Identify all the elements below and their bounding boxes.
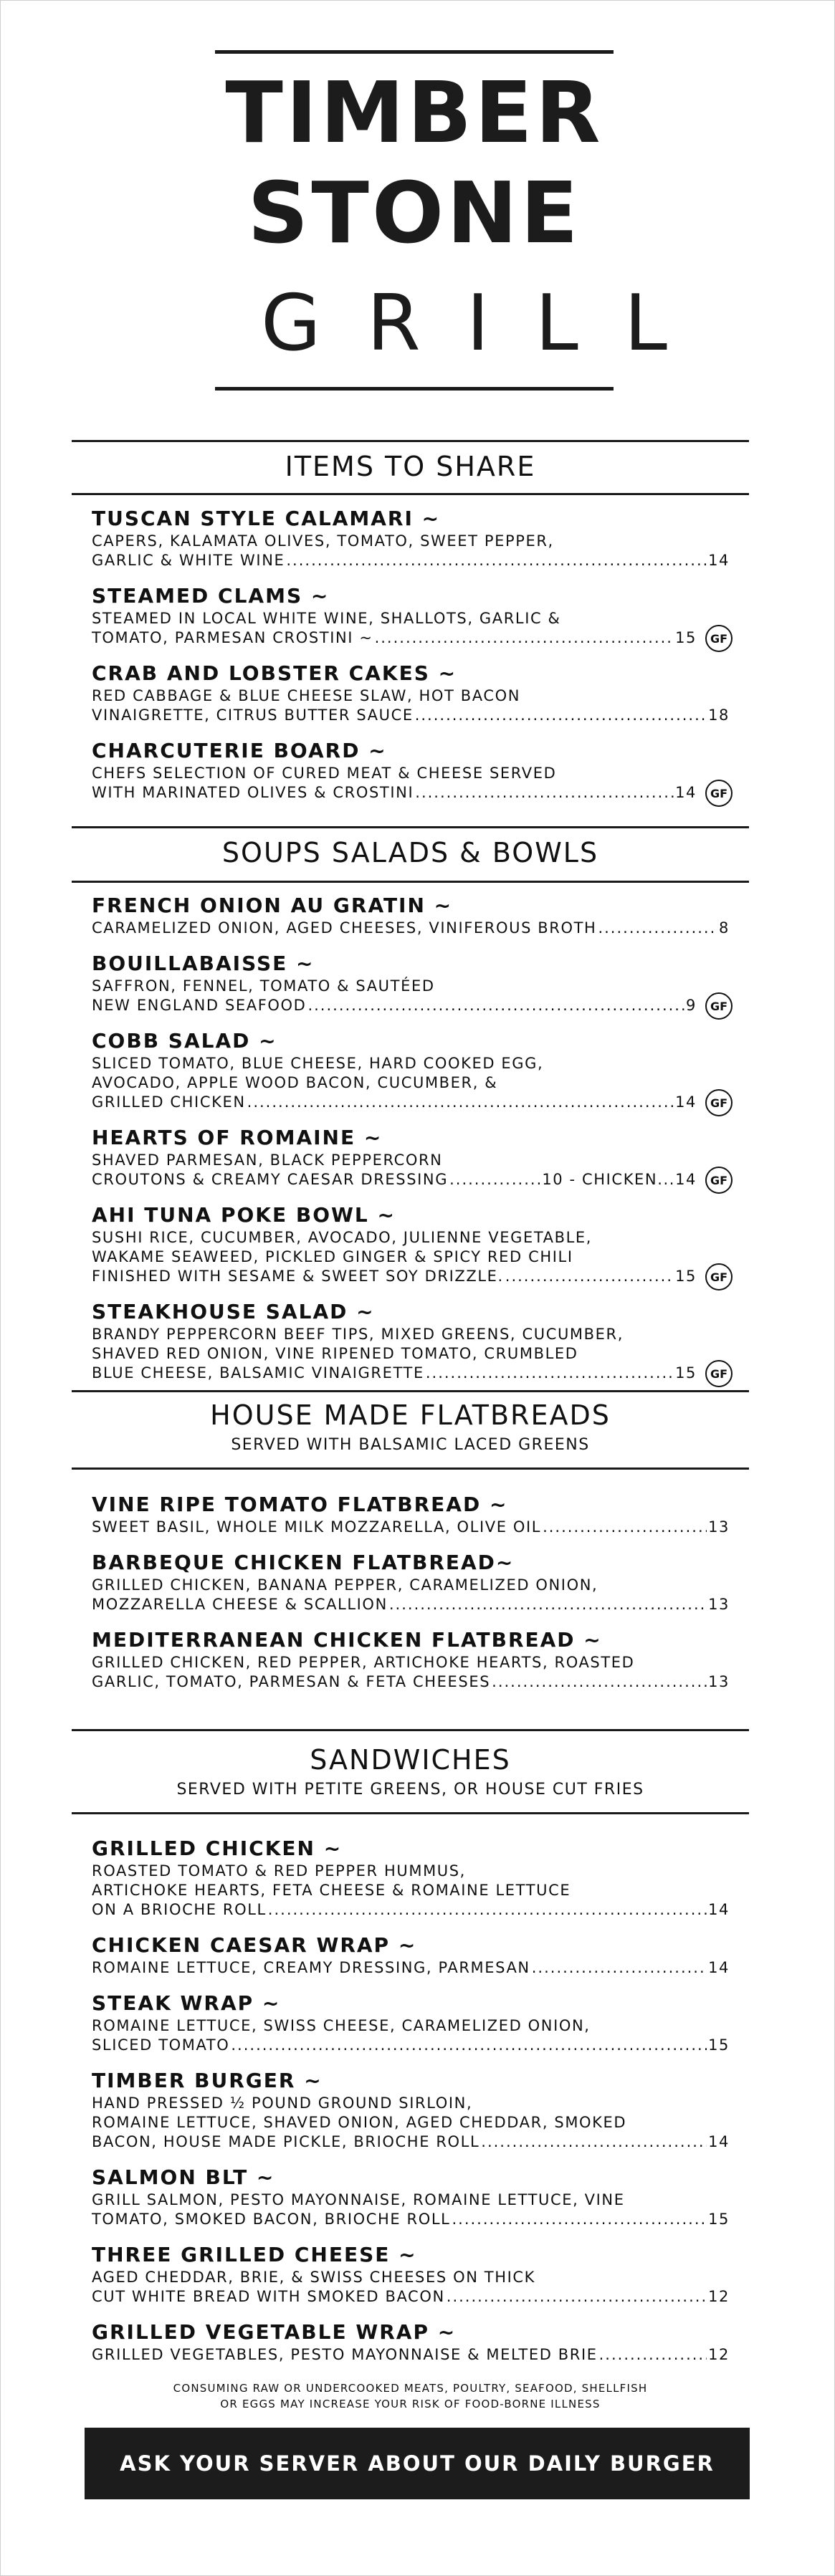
menu-item	[92, 2068, 730, 2152]
menu-item-description: CAPERS, KALAMATA OLIVES, TOMATO, SWEET PEPPER,	[92, 532, 554, 550]
menu-item	[92, 1933, 730, 1978]
dot-leader	[505, 1267, 674, 1286]
dot-leader	[492, 1672, 707, 1692]
gluten-free-badge-icon: GF	[705, 992, 733, 1020]
menu-item	[92, 1202, 730, 1286]
logo-bottom-rule	[215, 387, 614, 391]
menu-item-price-line	[92, 1364, 730, 1383]
section-rule	[72, 1467, 749, 1470]
dot-leader	[415, 706, 707, 725]
menu-item	[92, 1550, 730, 1614]
menu-item-description: WITH MARINATED OLIVES & CROSTINI	[92, 784, 414, 801]
section-items-share	[92, 506, 730, 815]
gluten-free-badge-icon: GF	[705, 1263, 733, 1291]
menu-item-name: CHICKEN CAESAR WRAP ~	[92, 1933, 417, 1957]
section-rule	[72, 826, 749, 828]
menu-item-description: GARLIC, TOMATO, PARMESAN & FETA CHEESES	[92, 1673, 491, 1690]
menu-item-price: 14	[675, 1093, 697, 1111]
menu-item-price: 12	[708, 2288, 730, 2305]
menu-item-name: HEARTS OF ROMAINE ~	[92, 1126, 383, 1149]
menu-item-name: FRENCH ONION AU GRATIN ~	[92, 894, 453, 917]
menu-item-price: 13	[708, 1596, 730, 1613]
section-title-sandwiches: SANDWICHES	[310, 1744, 511, 1776]
dot-leader	[286, 551, 707, 570]
menu-item-price-line	[92, 2287, 730, 2307]
menu-item-description: GRILL SALMON, PESTO MAYONNAISE, ROMAINE LETTUCE, VINE	[92, 2191, 625, 2208]
menu-item	[92, 2242, 730, 2307]
menu-item	[92, 1299, 730, 1383]
menu-item-description: TOMATO, PARMESAN CROSTINI ~	[92, 629, 373, 646]
menu-item	[92, 661, 730, 725]
section-rule	[72, 1390, 749, 1392]
menu-item-description: FINISHED WITH SESAME & SWEET SOY DRIZZLE.	[92, 1268, 504, 1285]
menu-item-name: STEAMED CLAMS ~	[92, 584, 330, 608]
menu-item-name: VINE RIPE TOMATO FLATBREAD ~	[92, 1493, 508, 1516]
menu-item-price: 12	[708, 2346, 730, 2363]
dot-leader	[268, 1900, 707, 1920]
menu-item-description: ROMAINE LETTUCE, SHAVED ONION, AGED CHEDDAR, SMOKED	[92, 2114, 627, 2131]
gluten-free-badge-icon: GF	[705, 1360, 733, 1387]
gluten-free-badge-icon: GF	[705, 780, 733, 807]
menu-item-description: ARTICHOKE HEARTS, FETA CHEESE & ROMAINE LETTUCE	[92, 1882, 571, 1899]
menu-item	[92, 1991, 730, 2055]
dot-leader	[481, 2132, 707, 2152]
section-header-sandwiches	[72, 1729, 749, 1798]
menu-item-price-line	[92, 919, 730, 938]
menu-item-name: STEAKHOUSE SALAD ~	[92, 1300, 375, 1323]
menu-item-description: GRILLED CHICKEN, BANANA PEPPER, CARAMELIZED ONION,	[92, 1576, 598, 1594]
dot-leader	[598, 919, 717, 938]
menu-item-price-line	[92, 1518, 730, 1537]
menu-item-description: ROASTED TOMATO & RED PEPPER HUMMUS,	[92, 1862, 466, 1880]
logo-line-2: STONE	[247, 163, 581, 262]
menu-item-price: 14	[708, 1901, 730, 1918]
menu-item	[92, 738, 730, 803]
menu-item-price-line	[92, 996, 730, 1015]
section-title-flatbreads: HOUSE MADE FLATBREADS	[210, 1399, 611, 1431]
dot-leader	[389, 1595, 707, 1614]
menu-item-name: BOUILLABAISSE ~	[92, 952, 315, 975]
menu-item-price: 15	[708, 2211, 730, 2228]
menu-item-description: AVOCADO, APPLE WOOD BACON, CUCUMBER, &	[92, 1074, 498, 1091]
menu-item-description: SLICED TOMATO	[92, 2036, 230, 2054]
section-rule	[72, 881, 749, 883]
section-header-soups	[72, 826, 749, 866]
menu-item-price-line	[92, 1595, 730, 1614]
restaurant-logo	[215, 50, 713, 391]
menu-item-description: GRILLED CHICKEN	[92, 1093, 246, 1111]
menu-item	[92, 951, 730, 1015]
food-safety-disclaimer	[72, 2380, 749, 2412]
menu-item-description: SUSHI RICE, CUCUMBER, AVOCADO, JULIENNE VEGETABLE,	[92, 1229, 593, 1246]
menu-item-price-line	[92, 628, 730, 648]
menu-item-price: 14	[708, 552, 730, 569]
menu-item-name: CHARCUTERIE BOARD ~	[92, 739, 387, 762]
logo-top-rule	[215, 50, 614, 54]
menu-item-price: 15	[708, 2036, 730, 2054]
menu-item-price: 10 - CHICKEN...14	[542, 1171, 697, 1188]
disclaimer-line-1: CONSUMING RAW OR UNDERCOOKED MEATS, POULTRY, SEAFOOD, SHELLFISH	[173, 2382, 648, 2395]
menu-item-description: SAFFRON, FENNEL, TOMATO & SAUTÉED	[92, 977, 435, 995]
menu-item-price-line	[92, 1958, 730, 1978]
menu-item-description: GARLIC & WHITE WINE	[92, 552, 285, 569]
menu-item-price: 15	[675, 1364, 697, 1382]
menu-item	[92, 1836, 730, 1920]
menu-item-price: 14	[708, 2133, 730, 2150]
menu-item-name: SALMON BLT ~	[92, 2165, 275, 2189]
menu-item-price-line	[92, 2036, 730, 2055]
dot-leader	[375, 628, 674, 648]
menu-item-price-line	[92, 1672, 730, 1692]
menu-item-description: HAND PRESSED ½ POUND GROUND SIRLOIN,	[92, 2094, 473, 2112]
section-rule	[72, 1729, 749, 1731]
menu-item-description: CHEFS SELECTION OF CURED MEAT & CHEESE SERVED	[92, 765, 557, 782]
menu-item-price-line	[92, 2132, 730, 2152]
menu-item-description: WAKAME SEAWEED, PICKLED GINGER & SPICY RED CHILI	[92, 1248, 573, 1265]
section-items-flatbreads	[92, 1492, 730, 1705]
dot-leader	[543, 1518, 707, 1537]
daily-burger-feature-text: ASK YOUR SERVER ABOUT OUR DAILY BURGER FEATURE	[120, 2451, 715, 2547]
menu-item-description: CUT WHITE BREAD WITH SMOKED BACON	[92, 2288, 445, 2305]
menu-item-name: AHI TUNA POKE BOWL ~	[92, 1203, 396, 1227]
menu-item-price-line	[92, 783, 730, 803]
section-header-flatbreads	[72, 1390, 749, 1453]
gluten-free-badge-icon: GF	[705, 625, 733, 652]
menu-item-description: CARAMELIZED ONION, AGED CHEESES, VINIFEROUS BROTH	[92, 919, 597, 937]
dot-leader	[447, 2287, 707, 2307]
menu-item	[92, 2165, 730, 2229]
dot-leader	[452, 2210, 707, 2229]
dot-leader	[532, 1958, 707, 1978]
logo-line-3: GRILL	[261, 279, 713, 368]
menu-item-name: COBB SALAD ~	[92, 1029, 277, 1053]
section-subtitle-sandwiches: SERVED WITH PETITE GREENS, OR HOUSE CUT FRIES	[176, 1781, 644, 1799]
dot-leader	[426, 1364, 674, 1383]
menu-item-description: GRILLED VEGETABLES, PESTO MAYONNAISE & MELTED BRIE	[92, 2346, 598, 2363]
menu-item	[92, 506, 730, 570]
section-rule	[72, 493, 749, 495]
menu-item-price-line	[92, 2345, 730, 2365]
menu-item-description: ROMAINE LETTUCE, SWISS CHEESE, CARAMELIZED ONION,	[92, 2017, 591, 2034]
menu-item-description: BRANDY PEPPERCORN BEEF TIPS, MIXED GREENS, CUCUMBER,	[92, 1326, 624, 1343]
logo-line-1: TIMBER	[225, 63, 603, 162]
menu-item-price: 9	[686, 997, 697, 1014]
menu-item-price-line	[92, 551, 730, 570]
menu-item-name: MEDITERRANEAN CHICKEN FLATBREAD ~	[92, 1628, 602, 1652]
menu-item-price: 14	[708, 1959, 730, 1976]
section-title-soups: SOUPS SALADS & BOWLS	[221, 837, 599, 868]
section-items-sandwiches	[92, 1836, 730, 2378]
menu-item	[92, 583, 730, 648]
menu-item-price: 18	[708, 707, 730, 724]
section-header-share	[72, 440, 749, 480]
menu-item-description: NEW ENGLAND SEAFOOD	[92, 997, 307, 1014]
section-title-share: ITEMS TO SHARE	[285, 451, 536, 482]
menu-item-description: VINAIGRETTE, CITRUS BUTTER SAUCE	[92, 707, 414, 724]
menu-item-description: MOZZARELLA CHEESE & SCALLION	[92, 1596, 388, 1613]
menu-item-description: SHAVED RED ONION, VINE RIPENED TOMATO, CRUMBLED	[92, 1345, 578, 1362]
menu-item-description: RED CABBAGE & BLUE CHEESE SLAW, HOT BACON	[92, 687, 521, 704]
menu-item-name: CRAB AND LOBSTER CAKES ~	[92, 661, 457, 685]
menu-item	[92, 2319, 730, 2365]
menu-item-description: AGED CHEDDAR, BRIE, & SWISS CHEESES ON THICK	[92, 2269, 536, 2286]
menu-item	[92, 1627, 730, 1692]
dot-leader	[415, 783, 674, 803]
menu-item-price-line	[92, 2210, 730, 2229]
menu-item	[92, 1125, 730, 1189]
menu-item-price-line	[92, 1093, 730, 1112]
gluten-free-badge-icon: GF	[705, 1167, 733, 1194]
menu-item-price: 15	[675, 629, 697, 646]
menu-item-description: ROMAINE LETTUCE, CREAMY DRESSING, PARMESAN	[92, 1959, 530, 1976]
menu-item-price: 13	[708, 1518, 730, 1536]
menu-item-name: STEAK WRAP ~	[92, 1991, 281, 2015]
dot-leader	[449, 1170, 540, 1189]
menu-item-description: BLUE CHEESE, BALSAMIC VINAIGRETTE	[92, 1364, 424, 1382]
dot-leader	[599, 2345, 707, 2365]
menu-item-name: THREE GRILLED CHEESE ~	[92, 2243, 417, 2266]
menu-item-name: BARBEQUE CHICKEN FLATBREAD~	[92, 1551, 515, 1574]
menu-item-description: CROUTONS & CREAMY CAESAR DRESSING	[92, 1171, 449, 1188]
menu-item-description: STEAMED IN LOCAL WHITE WINE, SHALLOTS, GARLIC &	[92, 610, 561, 627]
menu-item-description: BACON, HOUSE MADE PICKLE, BRIOCHE ROLL	[92, 2133, 480, 2150]
menu-item-price: 14	[675, 784, 697, 801]
menu-item-price: 15	[675, 1268, 697, 1285]
section-rule	[72, 440, 749, 442]
daily-burger-feature-banner	[85, 2428, 750, 2547]
menu-item	[92, 1492, 730, 1537]
menu-item-description: SLICED TOMATO, BLUE CHEESE, HARD COOKED EGG,	[92, 1055, 544, 1072]
gluten-free-badge-icon: GF	[705, 1089, 733, 1116]
menu-item-price-line	[92, 706, 730, 725]
dot-leader	[231, 2036, 707, 2055]
menu-item-price: 8	[719, 919, 730, 937]
menu-item-price-line	[92, 1900, 730, 1920]
section-items-soups	[92, 893, 730, 1396]
menu-item	[92, 1028, 730, 1112]
dot-leader	[247, 1093, 674, 1112]
dot-leader	[307, 996, 684, 1015]
menu-item-price: 13	[708, 1673, 730, 1690]
menu-item	[92, 893, 730, 938]
menu-item-price-line	[92, 1267, 730, 1286]
disclaimer-line-2: OR EGGS MAY INCREASE YOUR RISK OF FOOD-BORNE ILLNESS	[220, 2398, 601, 2410]
menu-item-description: SHAVED PARMESAN, BLACK PEPPERCORN	[92, 1151, 443, 1169]
menu-item-name: GRILLED VEGETABLE WRAP ~	[92, 2320, 457, 2344]
menu-item-name: TIMBER BURGER ~	[92, 2069, 323, 2092]
menu-item-description: ON A BRIOCHE ROLL	[92, 1901, 267, 1918]
menu-item-description: GRILLED CHICKEN, RED PEPPER, ARTICHOKE HEARTS, ROASTED	[92, 1654, 635, 1671]
menu-item-description: SWEET BASIL, WHOLE MILK MOZZARELLA, OLIVE OIL	[92, 1518, 542, 1536]
section-subtitle-flatbreads: SERVED WITH BALSAMIC LACED GREENS	[231, 1436, 590, 1454]
section-rule	[72, 1812, 749, 1814]
menu-item-price-line	[92, 1170, 730, 1189]
menu-item-description: TOMATO, SMOKED BACON, BRIOCHE ROLL	[92, 2211, 451, 2228]
menu-item-name: TUSCAN STYLE CALAMARI ~	[92, 507, 441, 530]
menu-item-name: GRILLED CHICKEN ~	[92, 1837, 343, 1860]
